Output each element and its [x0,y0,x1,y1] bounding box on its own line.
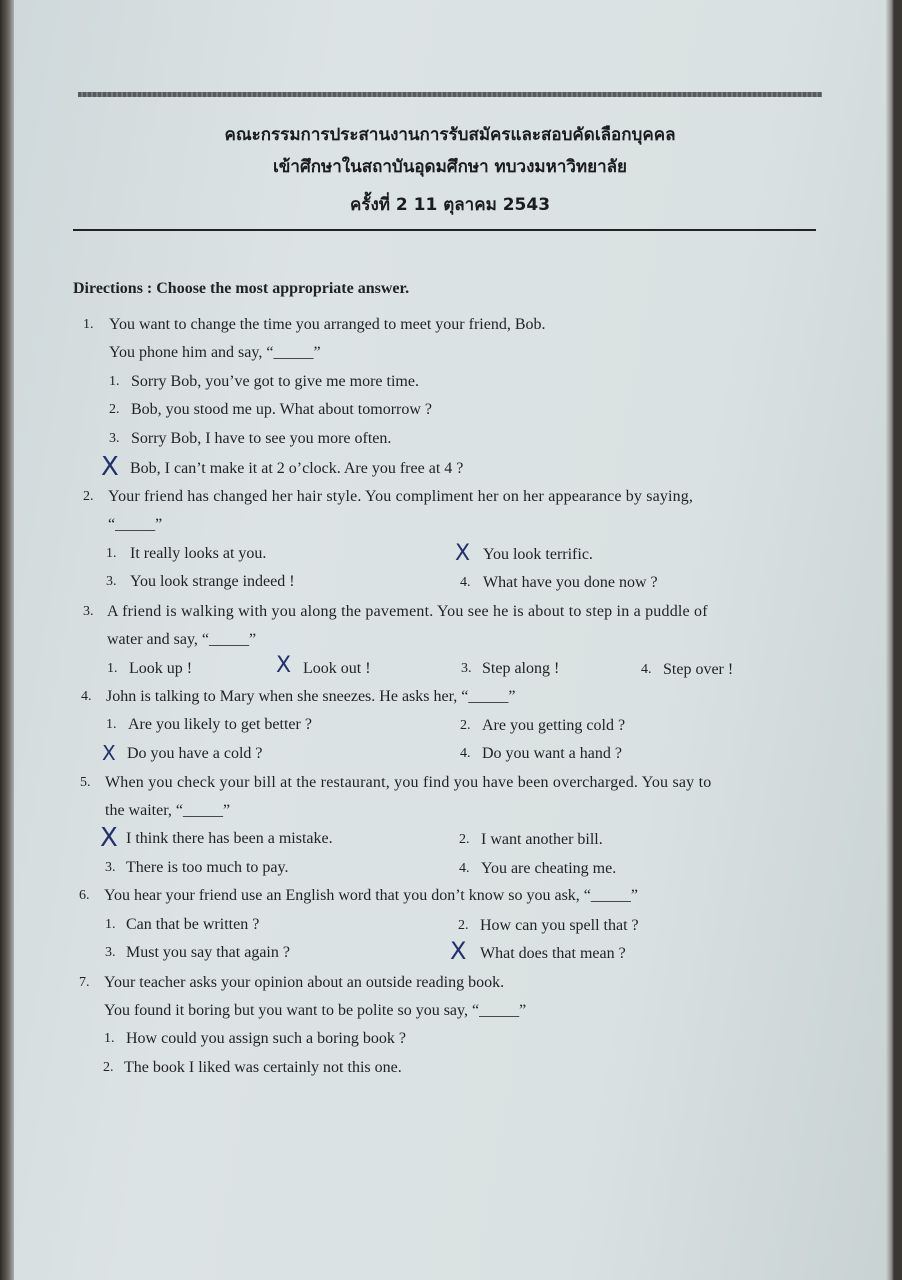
q3-option-4: Step over ! [663,661,734,678]
q3-answer-x-mark: X [276,653,292,678]
q4-option-1-number: 1. [106,717,117,732]
question-5-line-1: When you check your bill at the restaurant, you find you have been overcharged. You say to [105,774,712,791]
q6-option-2: How can you spell that ? [480,917,639,934]
q5-option-1: I think there has been a mistake. [126,830,333,847]
question-4-number: 4. [81,689,92,704]
q1-option-2: Bob, you stood me up. What about tomorrow ? [131,401,432,418]
question-7-line-1: Your teacher asks your opinion about an outside reading book. [104,974,505,991]
q1-option-1: Sorry Bob, you’ve got to give me more time. [131,373,419,390]
question-1-line-2: You phone him and say, “_____” [109,344,321,361]
q4-option-4-number: 4. [460,746,471,761]
question-1-line-1: You want to change the time you arranged to meet your friend, Bob. [109,316,546,333]
q6-option-1: Can that be written ? [126,916,260,933]
question-2-number: 2. [83,489,94,504]
q3-option-1-number: 1. [107,661,118,676]
question-6-line-1: You hear your friend use an English word that you don’t know so you ask, “_____” [104,887,639,904]
page-right-edge [886,0,894,1280]
question-3-line-1: A friend is walking with you along the pavement. You see he is about to step in a puddle of [107,603,708,620]
question-3-line-2: water and say, “_____” [107,631,257,648]
q1-option-1-number: 1. [109,374,120,389]
q1-option-3-number: 3. [109,431,120,446]
q6-option-4: What does that mean ? [480,945,626,962]
q6-option-1-number: 1. [105,917,116,932]
q4-option-2-number: 2. [460,718,471,733]
q5-option-3-number: 3. [105,860,116,875]
q2-option-1: It really looks at you. [130,545,267,562]
q4-option-1: Are you likely to get better ? [128,716,312,733]
q1-option-4: Bob, I can’t make it at 2 o’clock. Are you free at 4 ? [130,460,464,477]
q6-option-3-number: 3. [105,945,116,960]
q3-option-4-number: 4. [641,662,652,677]
q5-option-4: You are cheating me. [481,860,617,877]
q2-option-1-number: 1. [106,546,117,561]
q6-answer-x-mark: X [450,937,467,965]
question-7-number: 7. [79,975,90,990]
q5-option-2-number: 2. [459,832,470,847]
q6-option-2-number: 2. [458,918,469,933]
q5-option-3: There is too much to pay. [126,859,289,876]
book-spine-shadow [0,0,14,1280]
q2-option-4: What have you done now ? [483,574,658,591]
q1-answer-x-mark: X [101,452,119,482]
q1-option-3: Sorry Bob, I have to see you more often. [131,430,392,447]
question-3-number: 3. [83,604,94,619]
q2-option-2: You look terrific. [483,546,593,563]
q6-option-3: Must you say that again ? [126,944,290,961]
q7-option-1: How could you assign such a boring book ? [126,1030,406,1047]
q3-option-1: Look up ! [129,660,193,677]
question-6-number: 6. [79,888,90,903]
top-rule [78,92,822,97]
q2-option-3: You look strange indeed ! [130,573,295,590]
question-2-line-1: Your friend has changed her hair style. You compliment her on her appearance by saying, [108,488,694,505]
directions: Directions : Choose the most appropriate answer. [73,280,410,297]
q3-option-3-number: 3. [461,661,472,676]
q1-option-2-number: 2. [109,402,120,417]
question-5-line-2: the waiter, “_____” [105,802,231,819]
question-4-line-1: John is talking to Mary when she sneezes. He asks her, “_____” [106,688,516,705]
question-5-number: 5. [80,775,91,790]
q3-option-2: Look out ! [303,660,371,677]
q2-option-3-number: 3. [106,574,117,589]
q7-option-2-number: 2. [103,1060,114,1075]
q4-answer-x-mark: X [102,741,116,765]
header-line-2: เข้าศึกษาในสถาบันอุดมศึกษา ทบวงมหาวิทยาลัย [272,157,627,177]
question-7-line-2: You found it boring but you want to be polite so you say, “_____” [104,1002,527,1019]
q5-answer-x-mark: X [100,823,118,853]
question-2-line-2: “_____” [108,516,163,533]
q5-option-4-number: 4. [459,861,470,876]
header-line-1: คณะกรรมการประสานงานการรับสมัครและสอบคัดเลือกบุคคล [224,125,676,145]
q3-option-3: Step along ! [482,660,560,677]
q2-answer-x-mark: X [455,541,471,566]
q5-option-2: I want another bill. [481,831,603,848]
q4-option-2: Are you getting cold ? [482,717,626,734]
header-rule [73,229,816,231]
q4-option-4: Do you want a hand ? [482,745,622,762]
q2-option-4-number: 4. [460,575,471,590]
q4-option-3: Do you have a cold ? [127,745,263,762]
question-1-number: 1. [83,317,94,332]
q7-option-1-number: 1. [104,1031,115,1046]
q7-option-2: The book I liked was certainly not this one. [124,1059,402,1076]
header-line-3: ครั้งที่ 2 11 ตุลาคม 2543 [349,195,551,215]
